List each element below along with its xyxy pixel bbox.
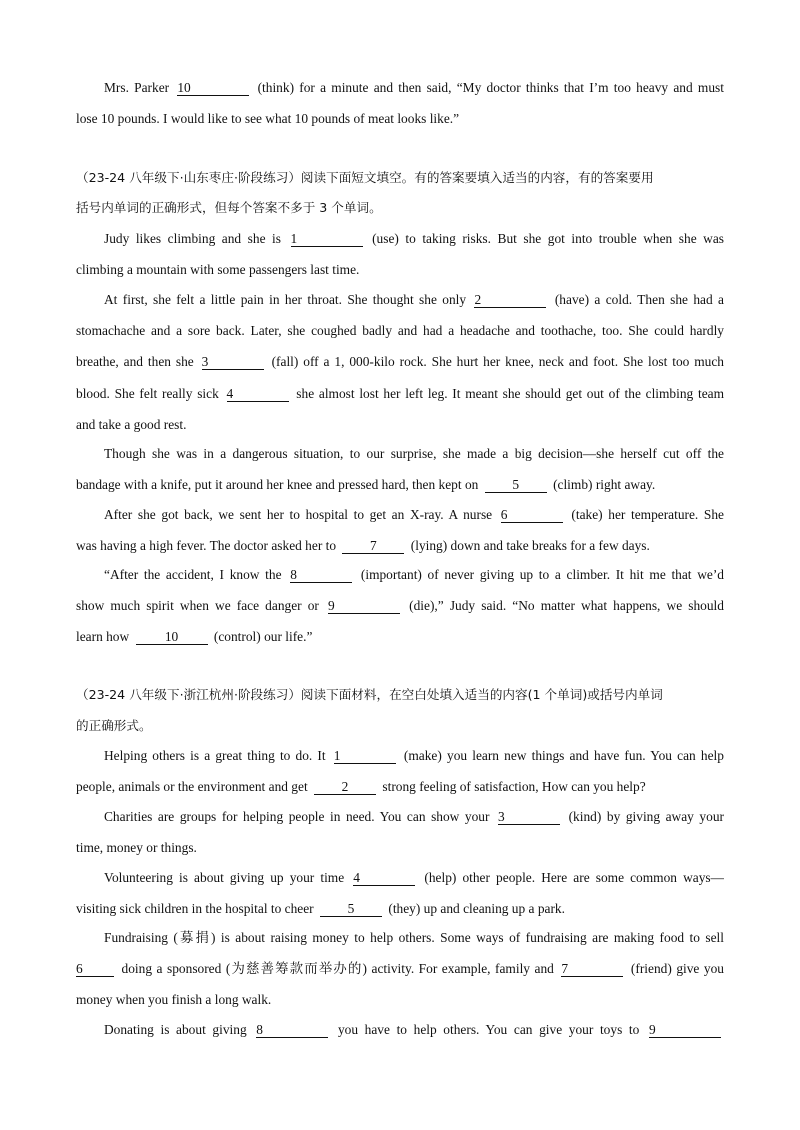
text-line: was having a high fever. The doctor asked her to 7 (lying) down and take breaks for a few days.: [76, 538, 650, 553]
answer-blank[interactable]: 4: [227, 387, 289, 402]
text-line: Helping others is a great thing to do. It 1 (make) you learn new things and have fun. You can help: [104, 748, 724, 763]
answer-blank[interactable]: 8: [256, 1023, 328, 1038]
text-line: time, money or things.: [76, 840, 197, 855]
text-line: bandage with a knife, put it around her knee and pressed hard, then kept on 5 (climb) right away.: [76, 477, 656, 492]
text-line: Fundraising (募捐) is about raising money to help others. Some ways of fundraising are making food to sell: [104, 930, 724, 945]
text-line: After she got back, we sent her to hospital to get an X-ray. A nurse 6 (take) her temperature. She: [104, 507, 724, 522]
text-line: stomachache and a sore back. Later, she coughed badly and had a headache and toothache, too. She could hardly: [76, 323, 724, 338]
text-line: At first, she felt a little pain in her throat. She thought she only 2 (have) a cold. Then she had a: [104, 292, 724, 307]
text-line: breathe, and then she 3 (fall) off a 1, 000-kilo rock. She hurt her knee, neck and foot. She lost too much: [76, 354, 724, 369]
text-line: show much spirit when we face danger or 9 (die),” Judy said. “No matter what happens, we should: [76, 598, 724, 613]
answer-blank[interactable]: 5: [320, 902, 382, 917]
answer-blank[interactable]: 9: [649, 1023, 721, 1038]
answer-blank[interactable]: 10: [136, 630, 208, 645]
answer-blank[interactable]: 8: [290, 568, 352, 583]
text-line: 6 doing a sponsored (为慈善筹款而举办的) activity. For example, family and 7 (friend) give you: [76, 961, 724, 976]
text-line: Though she was in a dangerous situation, to our surprise, she made a big decision—she herself cut off the: [104, 446, 724, 461]
text-line: Donating is about giving 8 you have to help others. You can give your toys to 9: [104, 1021, 724, 1039]
text-line: money when you finish a long walk.: [76, 992, 272, 1007]
text-line: people, animals or the environment and get 2 strong feeling of satisfaction, How can you help?: [76, 779, 646, 794]
exercise-heading: （23-24 八年级下·浙江杭州·阶段练习）阅读下面材料，在空白处填入适当的内容(1 个单词)或括号内单词: [76, 687, 663, 702]
answer-blank[interactable]: 4: [353, 871, 415, 886]
answer-blank[interactable]: 3: [498, 810, 560, 825]
exercise-heading: 的正确形式。: [76, 718, 152, 733]
answer-blank[interactable]: 7: [561, 962, 623, 977]
answer-blank[interactable]: 2: [314, 780, 376, 795]
line-text: (think) for a minute and then said, “My doctor thinks that I’m too heavy and must: [257, 80, 724, 95]
text-line: lose 10 pounds. I would like to see what 10 pounds of meat looks like.”: [76, 111, 460, 126]
answer-blank[interactable]: 9: [328, 599, 400, 614]
text-line: “After the accident, I know the 8 (important) of never giving up to a climber. It hit me that we’d: [104, 567, 724, 582]
answer-blank[interactable]: 7: [342, 539, 404, 554]
answer-blank[interactable]: 10: [177, 81, 249, 96]
text-line: and take a good rest.: [76, 417, 187, 432]
answer-blank[interactable]: 3: [202, 355, 264, 370]
text-line: [104, 79, 724, 97]
answer-blank[interactable]: 5: [485, 478, 547, 493]
text-line: Charities are groups for helping people in need. You can show your 3 (kind) by giving away your: [104, 809, 724, 824]
answer-blank[interactable]: 1: [334, 749, 396, 764]
answer-blank[interactable]: 6: [76, 962, 114, 977]
text-line: blood. She felt really sick 4 she almost lost her left leg. It meant she should get out of the climbing team: [76, 386, 724, 401]
line-text: Mrs. Parker: [104, 80, 170, 95]
text-line: visiting sick children in the hospital to cheer 5 (they) up and cleaning up a park.: [76, 901, 565, 916]
text-line: Judy likes climbing and she is 1 (use) to taking risks. But she got into trouble when she was: [104, 231, 724, 246]
text-line: climbing a mountain with some passengers last time.: [76, 262, 360, 277]
text-line: Volunteering is about giving up your time 4 (help) other people. Here are some common ways—: [104, 870, 724, 885]
exercise-heading: 括号内单词的正确形式，但每个答案不多于 3 个单词。: [76, 200, 382, 215]
text-line: learn how 10 (control) our life.”: [76, 629, 313, 644]
answer-blank[interactable]: 2: [474, 293, 546, 308]
answer-blank[interactable]: 1: [291, 232, 363, 247]
answer-blank[interactable]: 6: [501, 508, 563, 523]
exercise-heading: （23-24 八年级下·山东枣庄·阶段练习）阅读下面短文填空。有的答案要填入适当的内容，有的答案要用: [76, 170, 654, 185]
